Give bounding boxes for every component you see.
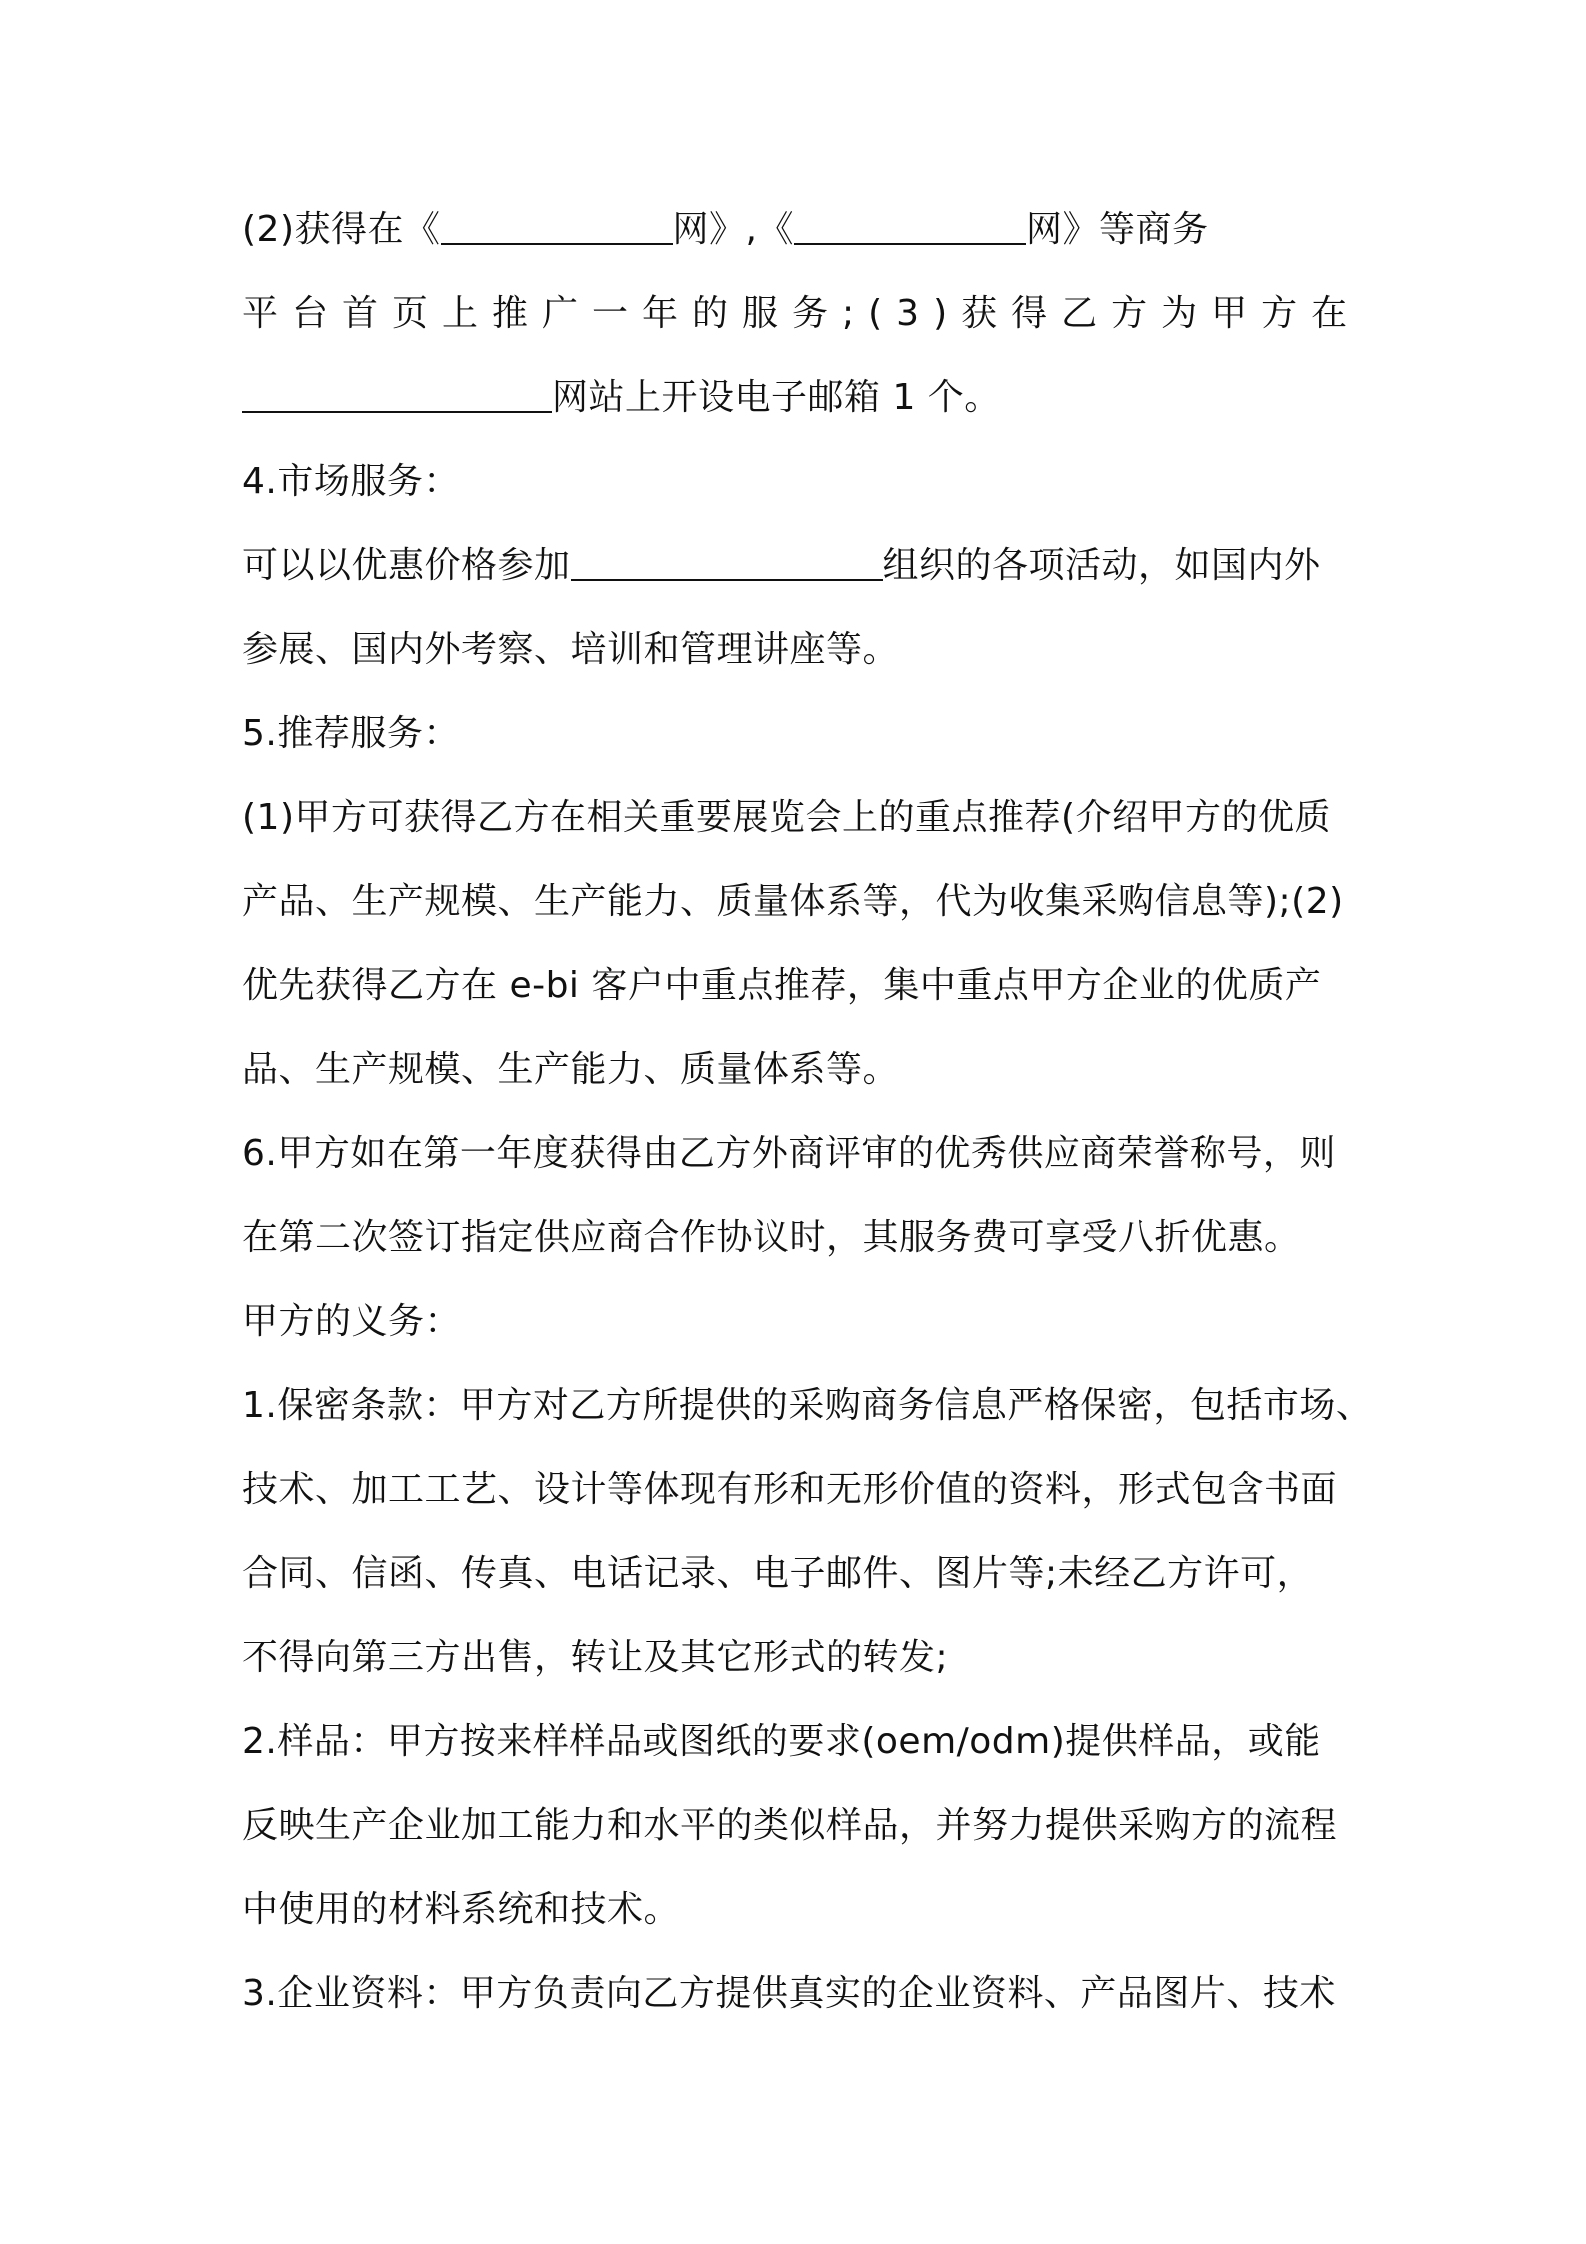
paragraph-line: 产品、生产规模、生产能力、质量体系等，代为收集采购信息等);(2) [242,881,1344,922]
fill-blank [242,375,552,413]
paragraph-line [242,536,1356,596]
text-segment: 网》等商务 [1025,209,1209,250]
paragraph-line: (1)甲方可获得乙方在相关重要展览会上的重点推荐(介绍甲方的优质 [242,797,1332,838]
paragraph-line: 技术、加工工艺、设计等体现有形和无形价值的资料，形式包含书面 [242,1469,1338,1510]
text-segment: 网》,《 [672,209,794,250]
text-segment: 网站上开设电子邮箱 1 个。 [552,377,1001,418]
paragraph-line: 中使用的材料系统和技术。 [242,1889,681,1930]
paragraph-line: 6.甲方如在第一年度获得由乙方外商评审的优秀供应商荣誉称号，则 [242,1133,1336,1174]
paragraph-line: 3.企业资料：甲方负责向乙方提供真实的企业资料、产品图片、技术 [242,1973,1336,2014]
text-segment: 组织的各项活动，如国内外 [882,545,1321,586]
fill-blank [794,207,1026,245]
paragraph-line [242,284,1362,344]
fill-blank [441,207,673,245]
section-heading: 甲方的义务： [242,1301,462,1342]
paragraph-line [242,200,1356,260]
paragraph-line: 1.保密条款：甲方对乙方所提供的采购商务信息严格保密，包括市场、 [242,1385,1373,1426]
paragraph-line [242,368,1356,428]
fill-blank [571,543,883,581]
paragraph-line: 品、生产规模、生产能力、质量体系等。 [242,1049,900,1090]
section-heading: 4.市场服务： [242,461,460,502]
paragraph-line: 合同、信函、传真、电话记录、电子邮件、图片等;未经乙方许可， [242,1553,1314,1594]
paragraph-line: 2.样品：甲方按来样样品或图纸的要求(oem/odm)提供样品，或能 [242,1721,1321,1762]
section-heading: 5.推荐服务： [242,713,460,754]
text-segment: 平台首页上推广一年的服务;(3)获得乙方为甲方在 [242,293,1362,334]
text-segment: (2)获得在《 [242,209,441,250]
paragraph-line: 参展、国内外考察、培训和管理讲座等。 [242,629,900,670]
paragraph-line: 反映生产企业加工能力和水平的类似样品，并努力提供采购方的流程 [242,1805,1338,1846]
paragraph-line: 优先获得乙方在 e-bi 客户中重点推荐，集中重点甲方企业的优质产 [242,965,1322,1006]
paragraph-line: 不得向第三方出售，转让及其它形式的转发; [242,1637,949,1678]
paragraph-line: 在第二次签订指定供应商合作协议时，其服务费可享受八折优惠。 [242,1217,1301,1258]
text-segment: 可以以优惠价格参加 [242,545,571,586]
